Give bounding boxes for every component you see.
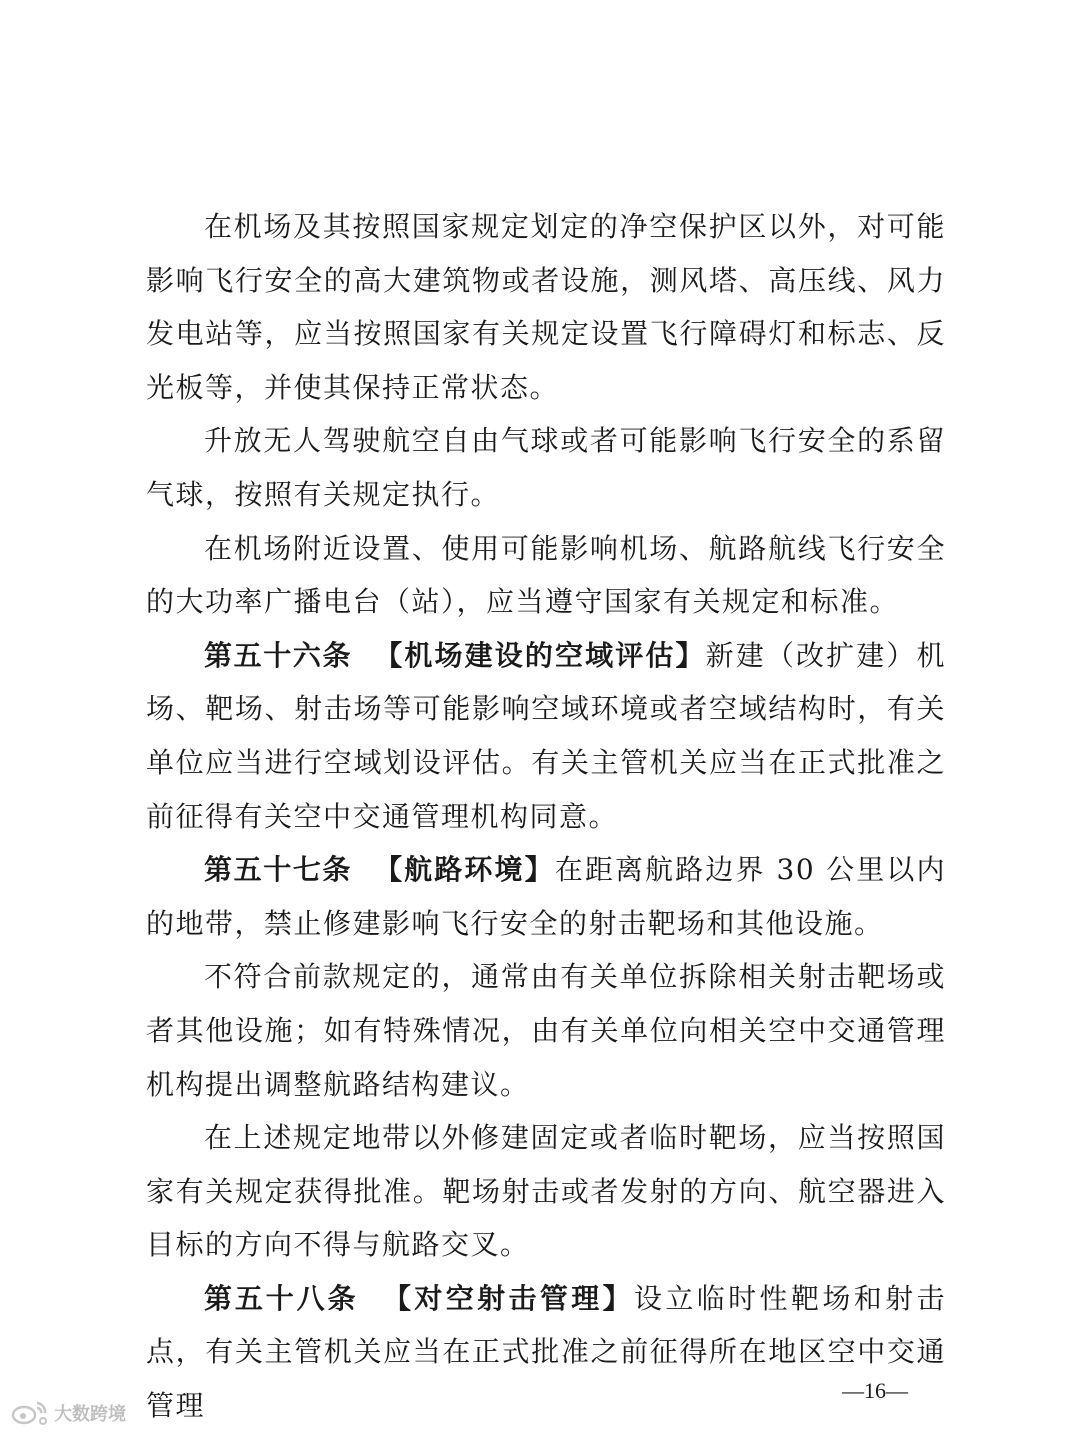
article-title: 【对空射击管理】 — [382, 1281, 635, 1315]
article-57-paragraph-2 — [146, 950, 946, 1111]
paragraph-radio-stations — [146, 522, 946, 629]
paragraph-obstacle-lights — [146, 200, 946, 414]
weibo-logo-icon — [10, 1399, 50, 1427]
article-57 — [146, 843, 946, 950]
article-text: 新建（改扩建）机场、靶场、射击场等可能影响空域环境或者空域结构时，有关单位应当进行空域划设评估。有关主管机关应当在正式批准之前征得有关空中交通管理机构同意。 — [146, 638, 946, 833]
article-57-paragraph-3 — [146, 1111, 946, 1272]
article-text: 在距离航路边界 30 公里以内的地带，禁止修建影响飞行安全的射击靶场和其他设施。 — [146, 853, 946, 940]
article-title: 【航路环境】 — [374, 853, 555, 887]
paragraph-text: 在机场及其按照国家规定划定的净空保护区以外，对可能影响飞行安全的高大建筑物或者设施，测风塔、高压线、风力发电站等，应当按照国家有关规定设置飞行障碍灯和标志、反光板等，并使其保持正常状态。 — [146, 210, 946, 404]
watermark-text: 大数跨境 — [54, 1404, 126, 1425]
article-58 — [146, 1272, 946, 1433]
article-number: 第五十六条 — [204, 638, 353, 672]
article-title: 【机场建设的空域评估】 — [374, 638, 706, 672]
article-number: 第五十七条 — [204, 853, 353, 887]
article-text: 设立临时性靶场和射击点，有关主管机关应当在正式批准之前征得所在地区空中交通管理 — [146, 1281, 946, 1423]
paragraph-text: 不符合前款规定的，通常由有关单位拆除相关射击靶场或者其他设施；如有特殊情况，由有关单位向相关空中交通管理机构提出调整航路结构建议。 — [146, 960, 946, 1101]
document-body — [146, 200, 946, 1433]
paragraph-text: 升放无人驾驶航空自由气球或者可能影响飞行安全的系留气球，按照有关规定执行。 — [146, 424, 946, 511]
paragraph-text: 在机场附近设置、使用可能影响机场、航路航线飞行安全的大功率广播电台（站），应当遵守国家有关规定和标准。 — [146, 531, 946, 619]
paragraph-text: 在上述规定地带以外修建固定或者临时靶场，应当按照国家有关规定获得批准。靶场射击或者发射的方向、航空器进入目标的方向不得与航路交叉。 — [146, 1121, 946, 1262]
paragraph-balloons — [146, 414, 946, 521]
page-number: —16— — [842, 1378, 908, 1403]
article-number: 第五十八条 — [204, 1281, 359, 1315]
article-56 — [146, 629, 946, 843]
watermark — [10, 1399, 126, 1427]
